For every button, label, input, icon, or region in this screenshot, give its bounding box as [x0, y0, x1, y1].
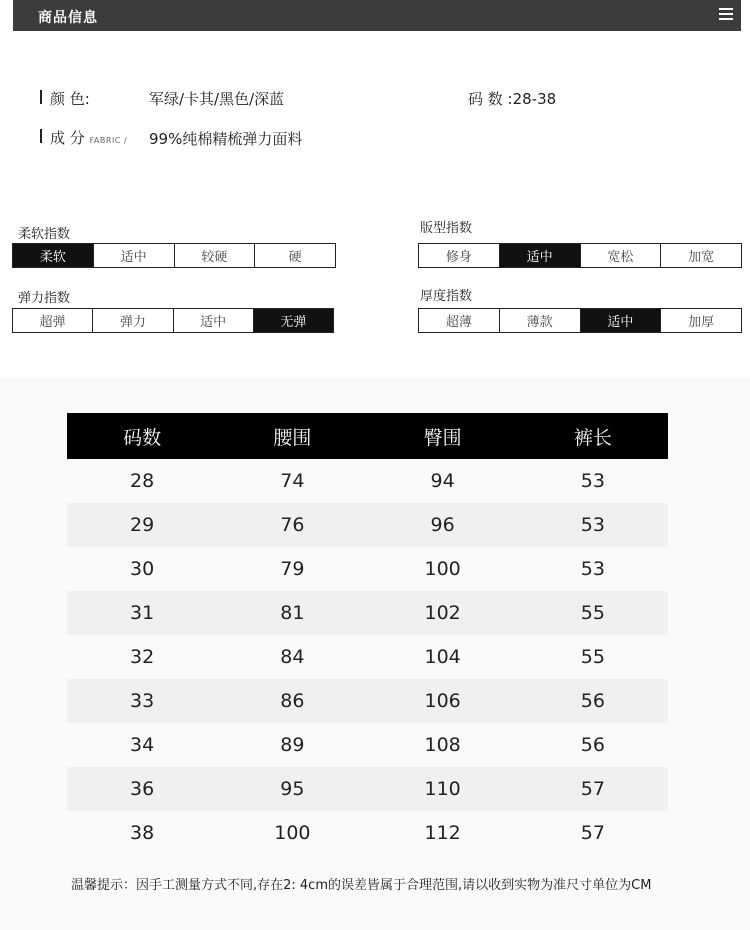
table-cell: 31: [130, 602, 155, 624]
table-cell: 95: [280, 778, 305, 800]
elasticity-option: 适中: [174, 309, 254, 332]
softness-option: 较硬: [175, 244, 256, 267]
table-cell: 38: [130, 822, 155, 844]
table-cell: 106: [424, 690, 461, 712]
elasticity-option: 弹力: [93, 309, 173, 332]
fit-label: 版型指数: [420, 221, 473, 236]
table-cell: 55: [580, 646, 605, 668]
table-row: [67, 459, 668, 503]
size-table: [67, 413, 668, 855]
table-row: [67, 635, 668, 679]
thickness-option: 加厚: [661, 309, 741, 332]
table-cell: 94: [430, 470, 455, 492]
table-header: [67, 413, 668, 459]
softness-option: 柔软: [13, 244, 94, 267]
table-cell: 34: [130, 734, 155, 756]
softness-scale: [12, 243, 336, 268]
table-cell: 53: [580, 470, 605, 492]
table-cell: 79: [280, 558, 305, 580]
section-header: [13, 0, 741, 31]
table-cell: 56: [580, 734, 605, 756]
table-cell: 100: [274, 822, 311, 844]
table-cell: 55: [580, 602, 605, 624]
table-cell: 74: [280, 470, 305, 492]
table-cell: 76: [280, 514, 305, 536]
table-cell: 96: [430, 514, 455, 536]
table-cell: 32: [130, 646, 155, 668]
bullet-bar: [40, 90, 42, 104]
column-header: 臀围: [423, 426, 462, 449]
elasticity-option: 无弹: [254, 309, 333, 332]
table-cell: 112: [424, 822, 461, 844]
table-row: [67, 547, 668, 591]
column-header: 裤长: [573, 426, 612, 449]
table-row: [67, 811, 668, 855]
measurement-note: 温馨提示：因手工测量方式不同,存在2: 4cm的误差皆属于合理范围,请以收到实物为准尺寸单位为CM: [71, 878, 652, 893]
softness-option: 适中: [94, 244, 175, 267]
table-row: [67, 503, 668, 547]
column-header: 腰围: [273, 426, 312, 449]
table-cell: 84: [280, 646, 305, 668]
hamburger-menu-icon[interactable]: [719, 8, 733, 22]
table-cell: 53: [580, 514, 605, 536]
composition-label-group: [50, 127, 127, 148]
fit-scale: [418, 243, 742, 268]
table-cell: 33: [130, 690, 155, 712]
elasticity-label: 弹力指数: [18, 291, 71, 306]
color-label: 颜 色:: [50, 90, 90, 108]
table-row: [67, 679, 668, 723]
table-cell: 57: [580, 778, 605, 800]
table-cell: 36: [130, 778, 155, 800]
table-cell: 57: [580, 822, 605, 844]
size-value: 28-38: [512, 90, 557, 108]
column-header: 码数: [123, 426, 162, 449]
table-cell: 29: [130, 514, 155, 536]
thickness-option: 适中: [581, 309, 662, 332]
table-body: [67, 459, 668, 855]
size-range: [468, 88, 556, 109]
table-cell: 104: [424, 646, 461, 668]
fit-option: 加宽: [661, 244, 741, 267]
section-title: 商品信息: [38, 10, 98, 26]
table-row: [67, 591, 668, 635]
table-cell: 110: [424, 778, 461, 800]
table-cell: 30: [130, 558, 155, 580]
table-row: [67, 767, 668, 811]
thickness-label: 厚度指数: [420, 289, 473, 304]
color-value: 军绿/卡其/黑色/深蓝: [149, 90, 285, 108]
table-cell: 100: [424, 558, 461, 580]
softness-label: 柔软指数: [18, 227, 71, 242]
fit-option: 宽松: [581, 244, 662, 267]
table-cell: 89: [280, 734, 305, 756]
table-cell: 28: [130, 470, 155, 492]
bullet-bar: [40, 129, 42, 143]
softness-option: 硬: [255, 244, 335, 267]
elasticity-option: 超弹: [13, 309, 93, 332]
elasticity-scale: [12, 308, 334, 333]
fit-option: 修身: [419, 244, 500, 267]
fabric-tag: FABRIC /: [89, 136, 128, 145]
fit-option: 适中: [500, 244, 581, 267]
composition-label: 成 分: [50, 129, 85, 147]
thickness-option: 超薄: [419, 309, 500, 332]
table-cell: 81: [280, 602, 305, 624]
table-row: [67, 723, 668, 767]
thickness-scale: [418, 308, 742, 333]
table-cell: 53: [580, 558, 605, 580]
table-cell: 86: [280, 690, 305, 712]
composition-value: 99%纯棉精梳弹力面料: [149, 130, 303, 148]
thickness-option: 薄款: [500, 309, 581, 332]
table-cell: 102: [424, 602, 461, 624]
size-label: 码 数 :: [468, 90, 513, 108]
table-cell: 108: [424, 734, 461, 756]
table-cell: 56: [580, 690, 605, 712]
